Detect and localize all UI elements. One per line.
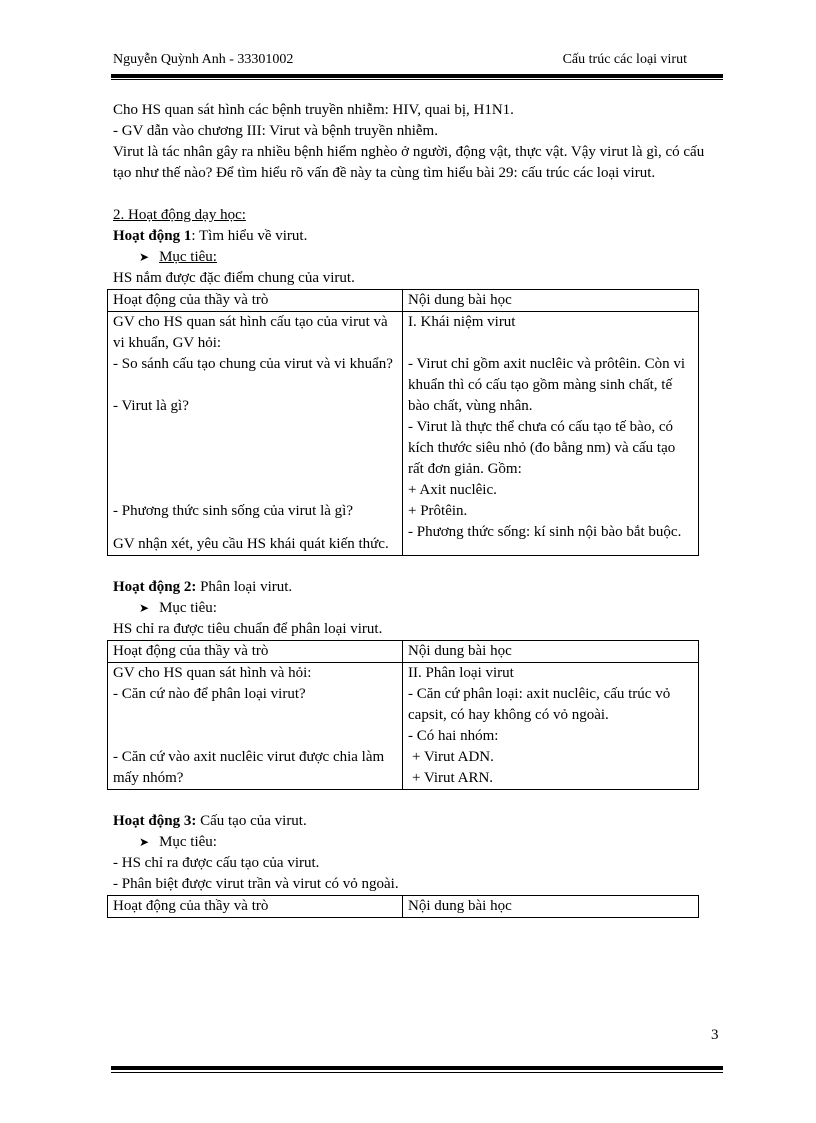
content-text: - Căn cứ phân loại: axit nuclêic, cấu trúc vỏ capsit, có hay không có vỏ ngoài. bbox=[408, 686, 671, 723]
activity1-title: : Tìm hiểu về virut. bbox=[191, 228, 308, 244]
content-heading: I. Khái niệm virut bbox=[408, 314, 516, 330]
activity2-content-column bbox=[403, 663, 699, 790]
page-number: 3 bbox=[711, 1027, 719, 1043]
content-text: - Phương thức sống: kí sinh nội bào bắt buộc. bbox=[408, 524, 682, 540]
page-header bbox=[113, 52, 723, 72]
intro-line-1: Cho HS quan sát hình các bệnh truyền nhiễm: HIV, quai bị, H1N1. bbox=[113, 102, 514, 118]
activity3-heading bbox=[113, 811, 713, 832]
content-text: + Virut ARN. bbox=[412, 770, 494, 786]
content-text: + Prôtêin. bbox=[408, 503, 468, 519]
objective-label: Mục tiêu: bbox=[159, 249, 217, 265]
page-body bbox=[113, 100, 713, 918]
activity1-objective-text: HS nắm được đặc điểm chung của virut. bbox=[113, 270, 355, 286]
activity2-teacher-column bbox=[108, 663, 403, 790]
section-heading: 2. Hoạt động dạy học: bbox=[113, 207, 246, 223]
objective-label: Mục tiêu: bbox=[159, 600, 217, 616]
activity2-objective bbox=[113, 598, 713, 619]
teacher-text: GV cho HS quan sát hình cấu tạo của virut và vi khuẩn, GV hỏi: bbox=[113, 314, 388, 351]
content-text: - Có hai nhóm: bbox=[408, 728, 499, 744]
activity3-table bbox=[107, 895, 699, 918]
intro-line-2: - GV dẫn vào chương III: Virut và bệnh truyền nhiễm. bbox=[113, 123, 438, 139]
content-text: - Virut là thực thể chưa có cấu tạo tế bào, có kích thước siêu nhỏ (đo bằng nm) và cấu tạo rất đơn giản. Gồm: bbox=[408, 419, 676, 477]
table-header-col2: Nội dung bài học bbox=[403, 896, 699, 918]
header-rule-thick bbox=[111, 74, 723, 78]
activity2-table bbox=[107, 640, 699, 790]
header-rule-thin bbox=[111, 79, 723, 80]
activity1-content-column bbox=[403, 312, 699, 556]
header-title: Cấu trúc các loại virut bbox=[562, 52, 687, 67]
activity2-label: Hoạt động 2: bbox=[113, 579, 197, 595]
teacher-question: - Căn cứ nào để phân loại virut? bbox=[113, 686, 306, 702]
activity1-label: Hoạt động 1 bbox=[113, 228, 192, 244]
content-text: + Virut ADN. bbox=[412, 749, 494, 765]
activity2-heading bbox=[113, 577, 713, 598]
footer-rule-thick bbox=[111, 1066, 723, 1070]
teacher-question: - Căn cứ vào axit nuclêic virut được chia làm mấy nhóm? bbox=[113, 749, 385, 786]
activity3-objective bbox=[113, 832, 713, 853]
table-header-col1: Hoạt động của thầy và trò bbox=[108, 896, 403, 918]
teacher-question: - Phương thức sinh sống của virut là gì? bbox=[113, 503, 353, 519]
objective-label: Mục tiêu: bbox=[159, 834, 217, 850]
activity2-title: Phân loại virut. bbox=[196, 579, 293, 595]
arrow-bullet-icon: ➤ bbox=[139, 250, 150, 264]
teacher-question: - Virut là gì? bbox=[113, 398, 189, 414]
arrow-bullet-icon: ➤ bbox=[139, 835, 150, 849]
teacher-text: GV cho HS quan sát hình và hỏi: bbox=[113, 665, 312, 681]
content-text: + Axit nuclêic. bbox=[408, 482, 497, 498]
content-heading: II. Phân loại virut bbox=[408, 665, 514, 681]
activity2-objective-text: HS chỉ ra được tiêu chuẩn để phân loại virut. bbox=[113, 621, 383, 637]
activity3-label: Hoạt động 3: bbox=[113, 813, 197, 829]
activity1-heading bbox=[113, 226, 713, 247]
activity1-objective bbox=[113, 247, 713, 268]
activity1-table bbox=[107, 289, 699, 556]
teacher-question: - So sánh cấu tạo chung của virut và vi khuẩn? bbox=[113, 356, 393, 372]
activity3-objective-2: - Phân biệt được virut trần và virut có vỏ ngoài. bbox=[113, 876, 399, 892]
header-author: Nguyễn Quỳnh Anh - 33301002 bbox=[113, 52, 294, 67]
arrow-bullet-icon: ➤ bbox=[139, 601, 150, 615]
table-header-col1: Hoạt động của thầy và trò bbox=[108, 290, 403, 312]
activity3-objective-1: - HS chỉ ra được cấu tạo của virut. bbox=[113, 855, 320, 871]
table-header-col1: Hoạt động của thầy và trò bbox=[108, 641, 403, 663]
content-text: - Virut chỉ gồm axit nuclêic và prôtêin. Còn vi khuẩn thì có cấu tạo gồm màng sinh chất, tế bào chất, vùng nhân. bbox=[408, 356, 686, 414]
intro-paragraph: Virut là tác nhân gây ra nhiều bệnh hiểm nghèo ở người, động vật, thực vật. Vậy virut là gì, có cấu tạo như thế nào? Để tìm hiểu rõ vấn đề này ta cùng tìm hiểu bài 29: cấu trúc các loại virut. bbox=[113, 144, 705, 181]
activity3-title: Cấu tạo của virut. bbox=[196, 813, 307, 829]
activity1-teacher-column bbox=[108, 312, 403, 556]
table-header-col2: Nội dung bài học bbox=[403, 641, 699, 663]
table-header-col2: Nội dung bài học bbox=[403, 290, 699, 312]
footer-rule-thin bbox=[111, 1072, 723, 1073]
teacher-text: GV nhận xét, yêu cầu HS khái quát kiến thức. bbox=[113, 536, 389, 552]
